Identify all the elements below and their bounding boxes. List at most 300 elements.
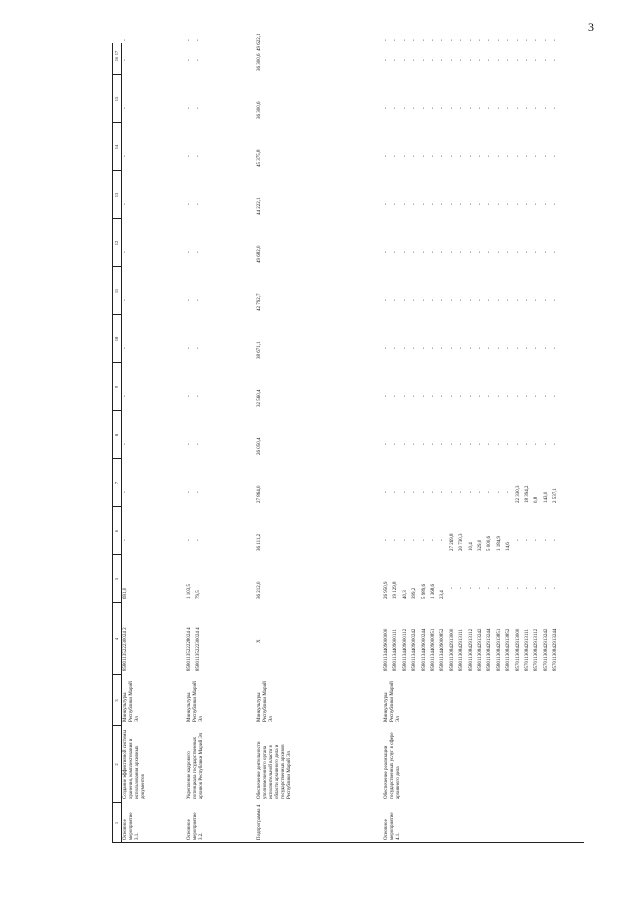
value-cell: -	[515, 299, 521, 301]
value-cell: -	[478, 59, 483, 61]
value-cell: -	[515, 39, 521, 41]
value-cell: -	[449, 251, 455, 253]
value-cell: 5 000,6	[487, 536, 493, 551]
value-cell: -	[384, 203, 389, 205]
value-cell: -	[459, 347, 465, 349]
value-cell: -	[506, 443, 512, 445]
budget-code: 85701130842913112	[534, 628, 540, 671]
value-cell: -	[553, 39, 559, 41]
value-cell: -	[440, 395, 446, 397]
value-cell: -	[196, 39, 202, 41]
value-cell: -	[515, 347, 521, 349]
value-cell: -	[534, 395, 540, 397]
value-cell: -	[384, 59, 389, 61]
row-label: Основное мероприятие 4.1.	[384, 812, 401, 840]
budget-code: 85801134409000242	[412, 628, 418, 671]
value-cell: -	[525, 347, 530, 349]
value-cell: -	[431, 203, 436, 205]
value-cell: -	[412, 251, 418, 253]
value-cell: -	[553, 443, 559, 445]
column-divider	[112, 122, 121, 123]
value-cell: -	[421, 491, 427, 493]
budget-code: 85801134409000852	[440, 628, 446, 671]
value-cell: 36 111,2	[257, 533, 262, 551]
value-cell: -	[123, 539, 128, 541]
value-cell: 42 792,7	[257, 293, 262, 311]
value-cell: -	[543, 443, 549, 445]
value-cell: -	[421, 251, 427, 253]
row-description: Создание эффективной системы хранения, комплектования и использования архивных документов	[123, 730, 146, 799]
value-cell: 143,0	[543, 491, 549, 503]
value-cell: -	[123, 107, 128, 109]
value-cell: -	[440, 107, 446, 109]
value-cell: -	[187, 107, 192, 109]
value-cell: -	[478, 155, 483, 157]
value-cell: -	[449, 107, 455, 109]
value-cell: -	[543, 155, 549, 157]
value-cell: -	[440, 39, 446, 41]
value-cell: -	[487, 299, 493, 301]
value-cell: -	[468, 251, 474, 253]
value-cell: -	[449, 203, 455, 205]
value-cell: -	[534, 59, 540, 61]
value-cell: -	[553, 251, 559, 253]
value-cell: -	[196, 155, 202, 157]
value-cell: 36 300,6	[257, 53, 262, 71]
value-cell: -	[393, 107, 399, 109]
value-cell: -	[384, 491, 389, 493]
value-cell: -	[187, 299, 192, 301]
value-cell: -	[553, 587, 559, 589]
value-cell: -	[196, 251, 202, 253]
column-header: 16	[114, 56, 119, 62]
value-cell: -	[384, 155, 389, 157]
value-cell: -	[459, 251, 465, 253]
value-cell: -	[534, 203, 540, 205]
row-executor: Минкультуры Республики Марий Эл	[384, 681, 401, 722]
value-cell: -	[496, 395, 502, 397]
value-cell: -	[525, 587, 530, 589]
value-cell: -	[496, 587, 502, 589]
column-divider	[112, 674, 121, 675]
value-cell: -	[543, 347, 549, 349]
value-cell: -	[123, 395, 128, 397]
value-cell: -	[543, 587, 549, 589]
value-cell: -	[412, 443, 418, 445]
value-cell: -	[525, 395, 530, 397]
value-cell: -	[440, 347, 446, 349]
budget-code: 85801130842913852	[506, 628, 512, 671]
value-cell: -	[506, 491, 512, 493]
value-cell: -	[553, 539, 559, 541]
row-description: Укрепление кадрового потенциала государственных архивов Республики Марий Эл	[187, 732, 204, 799]
value-cell: -	[440, 155, 446, 157]
value-cell: -	[123, 251, 128, 253]
value-cell: -	[515, 539, 521, 541]
value-cell: -	[487, 443, 493, 445]
value-cell: -	[393, 59, 399, 61]
value-cell: -	[468, 491, 474, 493]
value-cell: -	[534, 155, 540, 157]
value-cell: -	[412, 491, 418, 493]
row-executor: Минкультуры Республики Марий Эл	[257, 681, 274, 722]
value-cell: -	[449, 347, 455, 349]
value-cell: 36 300,6	[257, 101, 262, 119]
value-cell: -	[468, 203, 474, 205]
value-cell: -	[431, 251, 436, 253]
value-cell: -	[123, 491, 128, 493]
value-cell: 19 129,8	[393, 581, 399, 599]
value-cell: -	[440, 491, 446, 493]
value-cell: -	[478, 587, 483, 589]
value-cell: -	[459, 39, 465, 41]
value-cell: -	[496, 251, 502, 253]
value-cell: -	[412, 347, 418, 349]
column-divider	[112, 602, 121, 603]
value-cell: -	[431, 539, 436, 541]
value-cell: -	[123, 155, 128, 157]
value-cell: -	[196, 539, 202, 541]
value-cell: -	[393, 347, 399, 349]
budget-code: 8580113522230024 2	[123, 627, 128, 671]
value-cell: -	[402, 203, 408, 205]
value-cell: -	[468, 107, 474, 109]
value-cell: 22 330,3	[515, 485, 521, 503]
value-cell: -	[384, 299, 389, 301]
value-cell: -	[431, 107, 436, 109]
value-cell: -	[487, 491, 493, 493]
value-cell: 49 682,0	[257, 245, 262, 263]
budget-code: 85801130842913242	[478, 628, 483, 671]
value-cell: -	[468, 59, 474, 61]
value-cell: 32 560,4	[257, 389, 262, 407]
value-cell: -	[187, 203, 192, 205]
value-cell: -	[459, 203, 465, 205]
budget-code: 85701130842913000	[515, 628, 521, 671]
budget-code: 85701130842913244	[553, 628, 559, 671]
value-cell: -	[534, 299, 540, 301]
column-header: 12	[114, 240, 119, 246]
value-cell: -	[412, 539, 418, 541]
budget-code: 85701130842913111	[525, 629, 530, 671]
value-cell: -	[196, 491, 202, 493]
column-divider	[112, 725, 121, 726]
value-cell: -	[431, 395, 436, 397]
value-cell: -	[515, 443, 521, 445]
value-cell: -	[393, 299, 399, 301]
budget-code: X	[257, 639, 262, 643]
row-executor: Минкультуры Республики Марий Эл	[123, 681, 140, 722]
value-cell: -	[187, 39, 192, 41]
column-divider	[112, 218, 121, 219]
column-divider	[112, 170, 121, 171]
value-cell: -	[506, 587, 512, 589]
value-cell: -	[515, 155, 521, 157]
value-cell: -	[402, 251, 408, 253]
value-cell: -	[449, 491, 455, 493]
value-cell: -	[459, 155, 465, 157]
value-cell: -	[440, 299, 446, 301]
value-cell: -	[440, 59, 446, 61]
value-cell: -	[187, 155, 192, 157]
value-cell: -	[525, 203, 530, 205]
column-header: 15	[114, 96, 119, 102]
page-number: 3	[588, 20, 594, 34]
value-cell: -	[525, 59, 530, 61]
value-cell: 45 375,8	[257, 149, 262, 167]
value-cell: -	[534, 39, 540, 41]
value-cell: -	[459, 491, 465, 493]
value-cell: -	[534, 107, 540, 109]
column-header: 9	[114, 385, 119, 389]
budget-code: 85801134409000112	[402, 628, 408, 671]
value-cell: -	[421, 395, 427, 397]
value-cell: -	[187, 59, 192, 61]
value-cell: -	[402, 347, 408, 349]
value-cell: -	[543, 395, 549, 397]
value-cell: -	[478, 347, 483, 349]
column-divider	[112, 842, 584, 843]
column-header: 6	[114, 529, 119, 533]
value-cell: -	[449, 395, 455, 397]
value-cell: -	[187, 491, 192, 493]
value-cell: 691,0	[123, 587, 128, 599]
value-cell: -	[196, 443, 202, 445]
value-cell: -	[402, 155, 408, 157]
value-cell: 36 212,0	[257, 581, 262, 599]
value-cell: -	[543, 203, 549, 205]
value-cell: -	[123, 299, 128, 301]
value-cell: -	[431, 59, 436, 61]
value-cell: -	[402, 539, 408, 541]
value-cell: -	[487, 107, 493, 109]
column-header: 11	[114, 288, 119, 294]
value-cell: -	[123, 443, 128, 445]
value-cell: 27 269,8	[449, 533, 455, 551]
value-cell: -	[440, 443, 446, 445]
value-cell: -	[478, 491, 483, 493]
column-divider	[112, 506, 121, 507]
value-cell: -	[534, 347, 540, 349]
value-cell: -	[496, 155, 502, 157]
value-cell: 1 184,9	[496, 536, 502, 551]
value-cell: -	[496, 347, 502, 349]
value-cell: -	[496, 443, 502, 445]
value-cell: -	[196, 107, 202, 109]
value-cell: -	[506, 107, 512, 109]
value-cell: -	[525, 539, 530, 541]
value-cell: -	[421, 347, 427, 349]
value-cell: -	[468, 443, 474, 445]
value-cell: -	[478, 395, 483, 397]
value-cell: -	[196, 347, 202, 349]
value-cell: -	[412, 107, 418, 109]
column-header: 10	[114, 336, 119, 342]
value-cell: -	[553, 395, 559, 397]
value-cell: -	[412, 299, 418, 301]
value-cell: -	[431, 347, 436, 349]
value-cell: -	[393, 395, 399, 397]
value-cell: -	[402, 299, 408, 301]
value-cell: -	[402, 107, 408, 109]
value-cell: -	[459, 107, 465, 109]
budget-code: 8580113522230024 4	[196, 627, 202, 671]
column-header: 3	[114, 699, 119, 702]
value-cell: -	[468, 299, 474, 301]
value-cell: -	[506, 59, 512, 61]
value-cell: 18 394,2	[525, 485, 530, 503]
value-cell: -	[506, 395, 512, 397]
value-cell: -	[196, 299, 202, 301]
row-label: Подпрограмма 4	[257, 804, 262, 840]
value-cell: -	[487, 59, 493, 61]
value-cell: 2 537,1	[553, 488, 559, 503]
column-divider	[112, 410, 121, 411]
value-cell: -	[468, 347, 474, 349]
value-cell: -	[421, 203, 427, 205]
value-cell: -	[440, 203, 446, 205]
value-cell: -	[123, 203, 128, 205]
value-cell: -	[431, 491, 436, 493]
value-cell: -	[553, 155, 559, 157]
value-cell: 1 103,5	[187, 584, 192, 599]
row-executor: Минкультуры Республики Марий Эл	[187, 681, 204, 722]
column-header: 5	[114, 577, 119, 581]
budget-code: 85801134409000000	[384, 628, 389, 671]
value-cell: -	[393, 39, 399, 41]
value-cell: -	[543, 39, 549, 41]
value-cell: -	[478, 39, 483, 41]
value-cell: -	[384, 251, 389, 253]
value-cell: -	[421, 155, 427, 157]
value-cell: -	[393, 251, 399, 253]
value-cell: -	[515, 59, 521, 61]
value-cell: -	[196, 203, 202, 205]
budget-code: 85801130842913112	[468, 628, 474, 671]
column-divider	[112, 802, 121, 803]
value-cell: 399,2	[412, 587, 418, 599]
value-cell: -	[449, 39, 455, 41]
value-cell: -	[393, 443, 399, 445]
value-cell: 329,0	[478, 539, 483, 551]
value-cell: -	[421, 39, 427, 41]
column-header: 2	[114, 763, 119, 766]
row-description: Обеспечение деятельности уполномоченного органа исполнительной власти в области архивного дела и государственных архивов Республики Марий Эл	[257, 741, 292, 799]
budget-code: 85801134409000111	[393, 629, 399, 671]
value-cell: -	[393, 203, 399, 205]
value-cell: -	[440, 251, 446, 253]
value-cell: -	[496, 39, 502, 41]
value-cell: -	[515, 251, 521, 253]
value-cell: -	[468, 155, 474, 157]
value-cell: -	[459, 443, 465, 445]
column-divider	[112, 314, 121, 315]
budget-code: 85801130842913111	[459, 629, 465, 671]
value-cell: -	[506, 203, 512, 205]
value-cell: -	[496, 203, 502, 205]
value-cell: -	[196, 395, 202, 397]
value-cell: -	[187, 443, 192, 445]
value-cell: -	[459, 299, 465, 301]
value-cell: -	[534, 443, 540, 445]
column-divider	[112, 458, 121, 459]
value-cell: -	[402, 443, 408, 445]
value-cell: -	[468, 39, 474, 41]
budget-code: 8580113522228024 4	[187, 627, 192, 671]
value-cell: -	[496, 491, 502, 493]
value-cell: -	[487, 251, 493, 253]
value-cell: 26 050,4	[257, 437, 262, 455]
value-cell: 40,3	[402, 590, 408, 599]
value-cell: -	[449, 299, 455, 301]
value-cell: -	[487, 395, 493, 397]
value-cell: -	[468, 395, 474, 397]
column-header: 4	[114, 637, 119, 641]
value-cell: 5 989,6	[421, 584, 427, 599]
value-cell: 27 864,0	[257, 485, 262, 503]
value-cell: -	[525, 39, 530, 41]
value-cell: -	[506, 251, 512, 253]
value-cell: 23,4	[440, 590, 446, 599]
value-cell: -	[393, 491, 399, 493]
value-cell: -	[421, 539, 427, 541]
value-cell: -	[553, 107, 559, 109]
column-divider	[112, 266, 121, 267]
value-cell: 79,5	[196, 590, 202, 599]
value-cell: -	[487, 39, 493, 41]
value-cell: -	[534, 539, 540, 541]
rotated-table	[112, 33, 632, 843]
value-cell: -	[196, 59, 202, 61]
column-header: 8	[114, 433, 119, 437]
value-cell: -	[402, 39, 408, 41]
value-cell: -	[478, 251, 483, 253]
value-cell: -	[534, 251, 540, 253]
budget-code: 85801130842913244	[487, 628, 493, 671]
column-divider	[112, 74, 121, 75]
value-cell: -	[553, 347, 559, 349]
value-cell: -	[515, 203, 521, 205]
value-cell: -	[478, 299, 483, 301]
value-cell: -	[384, 539, 389, 541]
column-header: 13	[114, 192, 119, 198]
column-divider	[112, 362, 121, 363]
value-cell: -	[506, 347, 512, 349]
value-cell: -	[459, 395, 465, 397]
value-cell: -	[431, 39, 436, 41]
value-cell: -	[431, 155, 436, 157]
value-cell: -	[393, 155, 399, 157]
row-description: Обеспечение реализации государственных услуг в сфере архивного дела	[384, 732, 401, 799]
value-cell: 0,8	[534, 496, 540, 503]
value-cell: -	[515, 107, 521, 109]
budget-code: 85801130842913851	[496, 628, 502, 671]
value-cell: -	[543, 107, 549, 109]
value-cell: -	[525, 107, 530, 109]
value-cell: -	[534, 587, 540, 589]
value-cell: -	[478, 107, 483, 109]
value-cell: -	[506, 299, 512, 301]
value-cell: -	[553, 59, 559, 61]
value-cell: -	[187, 347, 192, 349]
value-cell: -	[123, 347, 128, 349]
value-cell: -	[478, 203, 483, 205]
value-cell: -	[543, 251, 549, 253]
header-bottom-border	[121, 43, 122, 843]
value-cell: -	[515, 587, 521, 589]
value-cell: -	[496, 59, 502, 61]
value-cell: -	[449, 59, 455, 61]
